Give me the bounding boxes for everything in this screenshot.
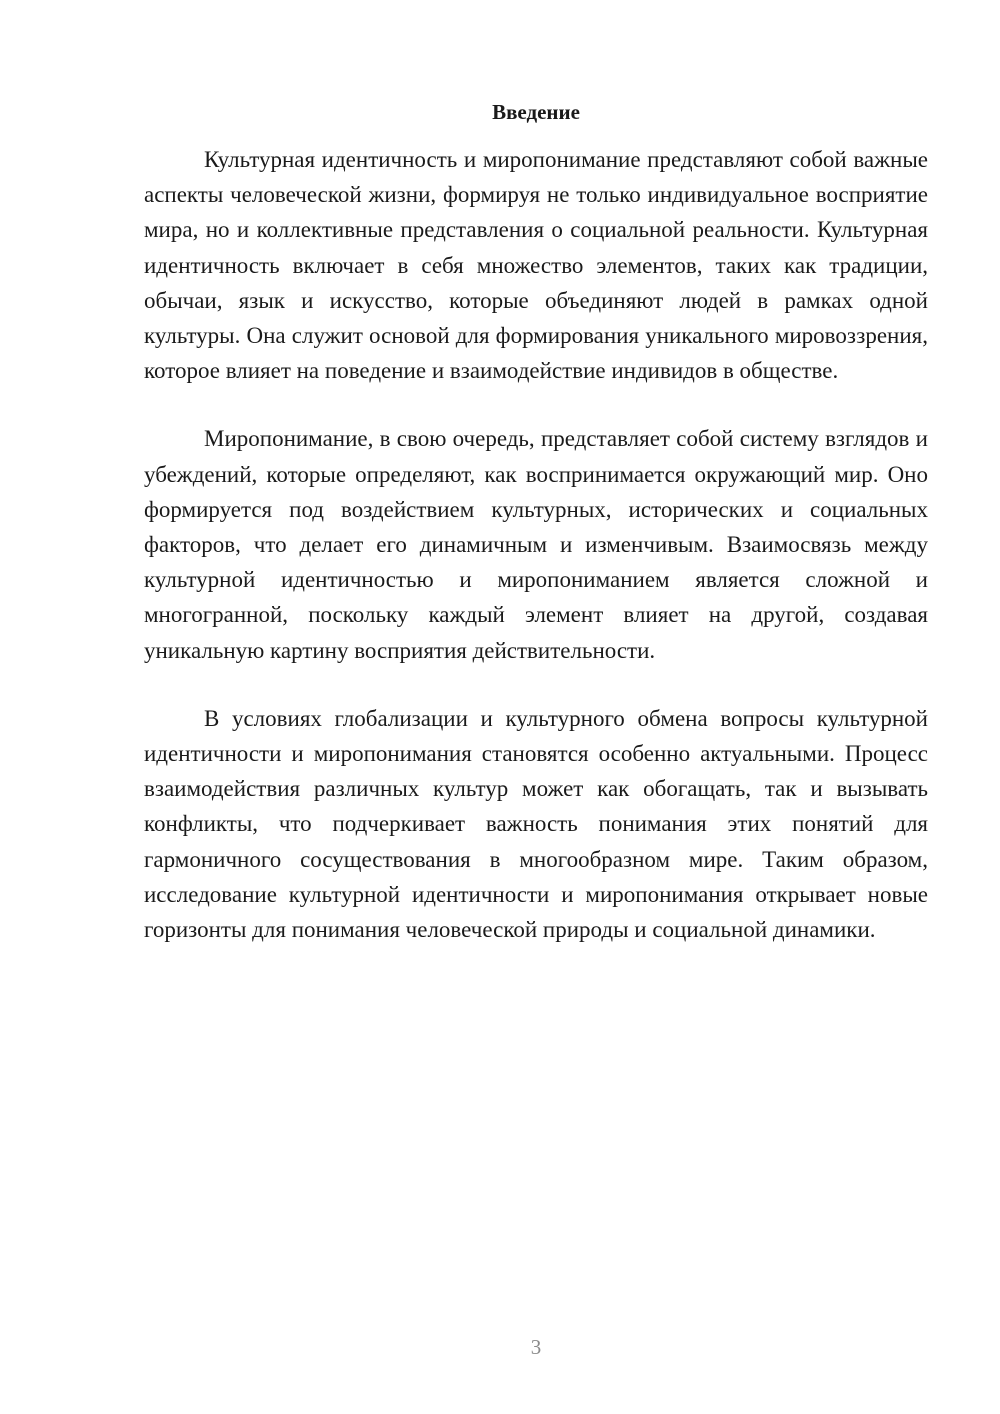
paragraph-2: Миропонимание, в свою очередь, представляет собой систему взглядов и убеждений, которые определяют, как воспринимается окружающий мир. Оно формируется под воздействием культурных, исторических и социальных факторов, что делает его динамичным и изменчивым. Взаимосвязь между культурной идентичностью и миропониманием является сложной и многогранной, поскольку каждый элемент влияет на другой, создавая уникальную картину восприятия действительности. (144, 426, 928, 663)
paragraph-3: В условиях глобализации и культурного обмена вопросы культурной идентичности и миропонимания становятся особенно актуальными. Процесс взаимодействия различных культур может как обогащать, так и вызывать конфликты, что подчеркивает важность понимания этих понятий для гармоничного сосуществования в многообразном мире. Таким образом, исследование культурной идентичности и миропонимания открывает новые горизонты для понимания человеческой природы и социальной динамики. (144, 705, 928, 943)
page-number: 3 (530, 1335, 542, 1359)
body-text (144, 142, 928, 980)
paragraph-1: Культурная идентичность и миропонимание представляют собой важные аспекты человеческой жизни, формируя не только индивидуальное восприятие мира, но и коллективные представления о социальной реальности. Культурная идентичность включает в себя множество элементов, таких как традиции, обычаи, язык и искусство, которые объединяют людей в рамках одной культуры. Она служит основой для формирования уникального мировоззрения, которое влияет на поведение и взаимодействие индивидов в обществе. (144, 147, 928, 384)
section-heading: Введение (492, 100, 580, 124)
